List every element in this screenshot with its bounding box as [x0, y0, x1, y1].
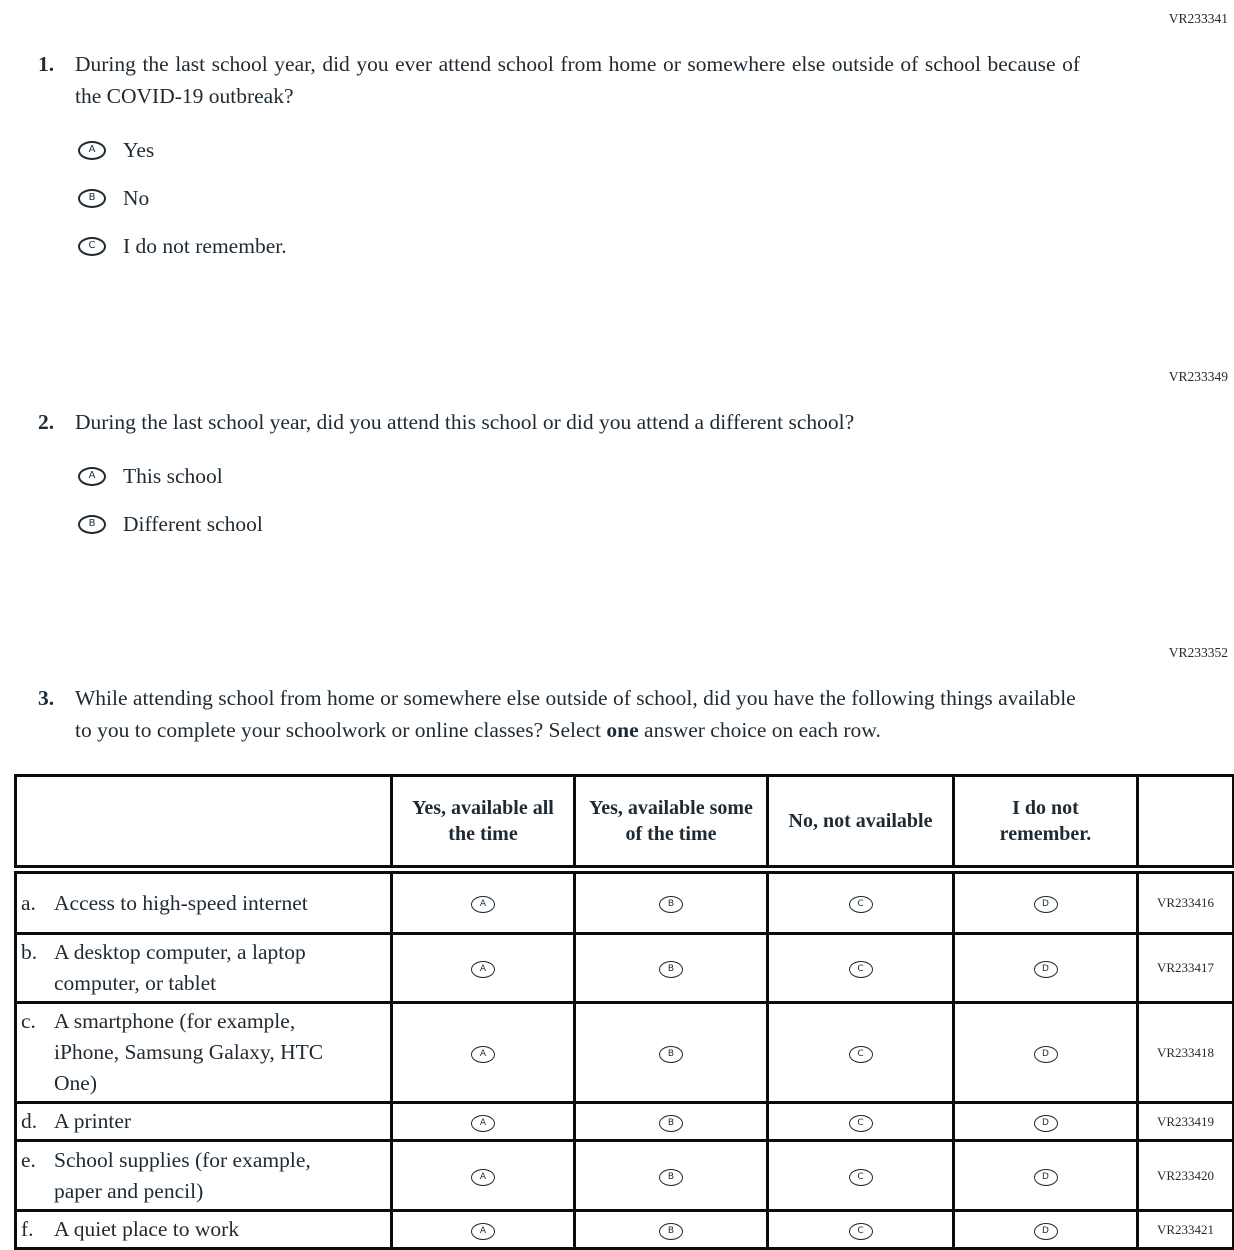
question-1-option-b — [78, 186, 1230, 210]
question-3-body — [75, 682, 1230, 746]
row-d-code: VR233419 — [1138, 1103, 1234, 1141]
row-letter: e. — [21, 1147, 36, 1172]
row-b-cell-a — [392, 934, 575, 1003]
answer-bubble-c[interactable]: C — [849, 1223, 873, 1240]
answer-bubble-b[interactable]: B — [659, 1169, 683, 1186]
row-e-cell-d — [954, 1141, 1138, 1211]
row-f-item — [16, 1211, 392, 1249]
table-row-f — [16, 1211, 1234, 1249]
row-item-text: School supplies (for example, paper and pencil) — [54, 1147, 311, 1203]
row-item-text: A printer — [54, 1109, 132, 1133]
row-letter: a. — [21, 890, 36, 915]
question-3-code: VR233352 — [1168, 645, 1228, 660]
row-item-text: A quiet place to work — [54, 1217, 240, 1241]
row-c-item — [16, 1003, 392, 1103]
table-row-d — [16, 1103, 1234, 1141]
answer-bubble-d[interactable]: D — [1034, 1115, 1058, 1132]
row-d-cell-c — [768, 1103, 954, 1141]
question-3 — [38, 682, 1230, 746]
table-row-c — [16, 1003, 1234, 1103]
row-f-cell-a — [392, 1211, 575, 1249]
header-code-cell — [1138, 776, 1234, 870]
row-item-text: A smartphone (for example, iPhone, Samsung Galaxy, HTC One) — [54, 1009, 324, 1095]
question-1-body — [75, 48, 1230, 282]
question-2-options — [75, 464, 1230, 536]
row-e-item — [16, 1141, 392, 1211]
row-b-cell-b — [575, 934, 768, 1003]
row-f-cell-d — [954, 1211, 1138, 1249]
answer-bubble-c[interactable]: C — [849, 1046, 873, 1063]
option-label: Different school — [123, 511, 263, 536]
answer-bubble-b[interactable]: B — [659, 1223, 683, 1240]
header-yes-some-time: Yes, available some of the time — [575, 776, 768, 870]
answer-bubble-c[interactable]: C — [78, 237, 106, 256]
row-c-code: VR233418 — [1138, 1003, 1234, 1103]
table-row-b — [16, 934, 1234, 1003]
answer-bubble-c[interactable]: C — [849, 1169, 873, 1186]
option-label: This school — [123, 463, 223, 488]
answer-bubble-a[interactable]: A — [471, 896, 495, 913]
answer-bubble-a[interactable]: A — [78, 141, 106, 160]
header-empty-cell — [16, 776, 392, 870]
table-row-a — [16, 870, 1234, 934]
answer-bubble-c[interactable]: C — [849, 961, 873, 978]
option-label: I do not remember. — [123, 233, 287, 258]
row-letter: b. — [21, 940, 38, 964]
answer-bubble-b[interactable]: B — [659, 1115, 683, 1132]
question-2-option-a — [78, 464, 1230, 488]
answer-bubble-d[interactable]: D — [1034, 896, 1058, 913]
row-a-cell-b — [575, 870, 768, 934]
row-e-cell-a — [392, 1141, 575, 1211]
question-1-code: VR233341 — [1168, 11, 1228, 26]
row-a-item — [16, 870, 392, 934]
row-letter: f. — [21, 1217, 34, 1241]
answer-bubble-a[interactable]: A — [471, 961, 495, 978]
question-3-text-part1: While attending school from home or somewhere else outside of school, did you have the following things available to you to complete your schoolwork or online classes? Select — [75, 686, 1076, 742]
answer-bubble-a[interactable]: A — [471, 1169, 495, 1186]
question-3-number: 3. — [38, 686, 55, 710]
row-c-cell-c — [768, 1003, 954, 1103]
row-d-cell-b — [575, 1103, 768, 1141]
row-a-cell-c — [768, 870, 954, 934]
answer-bubble-b[interactable]: B — [659, 961, 683, 978]
answer-bubble-b[interactable]: B — [659, 896, 683, 913]
question-2-text: During the last school year, did you attend this school or did you attend a different school? — [75, 410, 855, 434]
table-header-row — [16, 776, 1234, 870]
answer-bubble-b[interactable]: B — [659, 1046, 683, 1063]
header-yes-all-time: Yes, available all the time — [392, 776, 575, 870]
row-c-cell-b — [575, 1003, 768, 1103]
header-do-not-remember: I do not remember. — [954, 776, 1138, 870]
answer-bubble-c[interactable]: C — [849, 896, 873, 913]
answer-bubble-a[interactable]: A — [78, 467, 106, 486]
question-2-number: 2. — [38, 410, 55, 434]
question-2-body — [75, 406, 1230, 560]
answer-bubble-b[interactable]: B — [78, 515, 106, 534]
row-d-cell-d — [954, 1103, 1138, 1141]
table-row-e — [16, 1141, 1234, 1211]
question-1-option-c — [78, 234, 1230, 258]
answer-bubble-d[interactable]: D — [1034, 1169, 1058, 1186]
row-e-cell-b — [575, 1141, 768, 1211]
row-a-cell-a — [392, 870, 575, 934]
row-f-cell-b — [575, 1211, 768, 1249]
option-label: No — [123, 185, 150, 210]
row-a-code: VR233416 — [1138, 870, 1234, 934]
row-letter: c. — [21, 1009, 36, 1033]
option-label: Yes — [123, 137, 155, 162]
availability-table — [14, 774, 1234, 1250]
row-item-text: A desktop computer, a laptop computer, or tablet — [54, 940, 306, 995]
question-2-option-b — [78, 512, 1230, 536]
question-1-option-a — [78, 138, 1230, 162]
header-no-not-available: No, not available — [768, 776, 954, 870]
question-3-text-part2: answer choice on each row. — [638, 718, 881, 742]
question-1 — [38, 48, 1230, 282]
row-f-code: VR233421 — [1138, 1211, 1234, 1249]
row-letter: d. — [21, 1109, 38, 1133]
row-d-cell-a — [392, 1103, 575, 1141]
row-d-item — [16, 1103, 392, 1141]
question-3-text — [75, 682, 1080, 746]
question-1-options — [75, 138, 1230, 258]
row-b-cell-d — [954, 934, 1138, 1003]
row-b-item — [16, 934, 392, 1003]
question-1-number: 1. — [38, 52, 55, 76]
row-c-cell-a — [392, 1003, 575, 1103]
row-e-code: VR233420 — [1138, 1141, 1234, 1211]
question-2 — [38, 406, 1230, 560]
question-1-text: During the last school year, did you ever attend school from home or somewhere else outside of school because of the COVID-19 outbreak? — [75, 52, 1080, 108]
answer-bubble-a[interactable]: A — [471, 1115, 495, 1132]
answer-bubble-d[interactable]: D — [1034, 1046, 1058, 1063]
row-b-code: VR233417 — [1138, 934, 1234, 1003]
answer-bubble-c[interactable]: C — [849, 1115, 873, 1132]
question-2-code: VR233349 — [1168, 369, 1228, 384]
answer-bubble-a[interactable]: A — [471, 1046, 495, 1063]
row-a-cell-d — [954, 870, 1138, 934]
answer-bubble-a[interactable]: A — [471, 1223, 495, 1240]
row-e-cell-c — [768, 1141, 954, 1211]
answer-bubble-d[interactable]: D — [1034, 961, 1058, 978]
row-f-cell-c — [768, 1211, 954, 1249]
question-3-bold-word: one — [606, 718, 639, 742]
row-b-cell-c — [768, 934, 954, 1003]
answer-bubble-b[interactable]: B — [78, 189, 106, 208]
row-item-text: Access to high-speed internet — [54, 890, 308, 915]
answer-bubble-d[interactable]: D — [1034, 1223, 1058, 1240]
row-c-cell-d — [954, 1003, 1138, 1103]
